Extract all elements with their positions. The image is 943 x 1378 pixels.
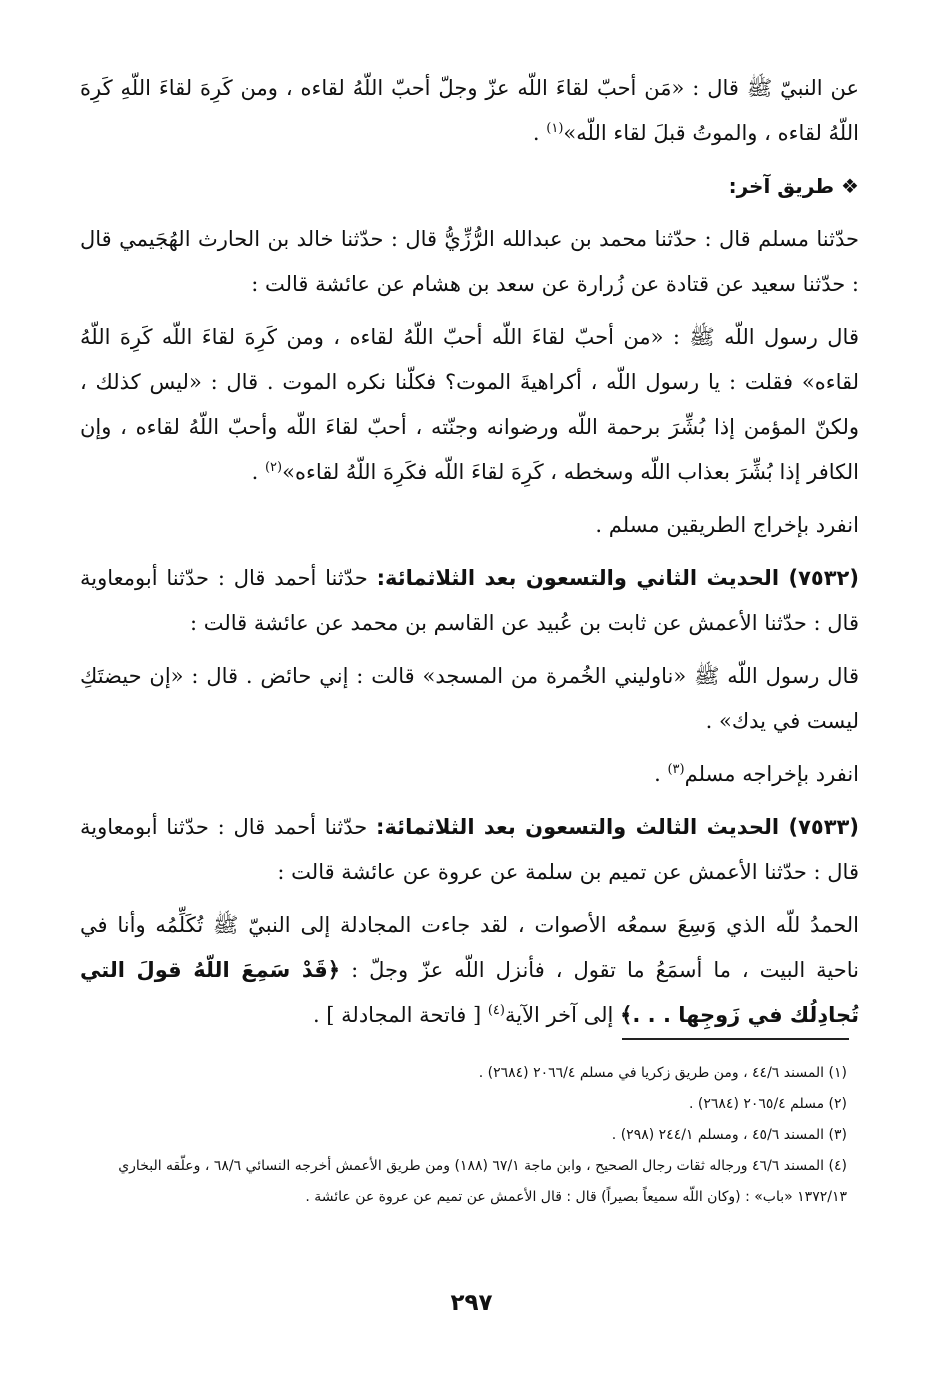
page-number: ٢٩٧	[450, 1290, 493, 1316]
paragraph-6-end: .	[654, 762, 668, 786]
paragraph-4: انفرد بإخراج الطريقين مسلم .	[595, 513, 859, 537]
footnote-ref-2: (٢)	[264, 460, 283, 475]
footnote-1: (١) المسند ٤٤/٦ ، ومن طريق زكريا في مسلم ٢٠٦٦/٤ (٢٦٨٤) .	[478, 1065, 847, 1081]
paragraph-6-text: انفرد بإخراجه مسلم	[684, 762, 859, 786]
hadith-7533-title: (٧٥٣٣) الحديث الثالث والتسعون بعد الثلاثمائة:	[376, 815, 859, 839]
paragraph-6	[80, 752, 859, 797]
footnote-3: (٣) المسند ٤٥/٦ ، ومسلم ٢٤٤/١ (٢٩٨) .	[611, 1127, 847, 1143]
paragraph-2: حدّثنا مسلم قال : حدّثنا محمد بن عبدالله الرُّزِّيُّ قال : حدّثنا خالد بن الحارث الهُجَيمي قال : حدّثنا سعيد عن قتادة عن زُرارة عن سعد بن هشام عن عائشة قالت :	[80, 227, 859, 296]
hadith-7533-chain: حدّثنا أحمد قال : حدّثنا أبومعاوية قال : حدّثنا الأعمش عن تميم بن سلمة عن عروة عن عائشة قالت :	[80, 815, 859, 884]
hadith-7532	[80, 556, 859, 646]
footnote-divider	[622, 1038, 849, 1040]
paragraph-1-text: عن النبيّ ﷺ قال : «مَن أحبّ لقاءَ اللّه عزّ وجلّ أحبّ اللّهُ لقاءه ، ومن كَرِهَ لقاءَ اللّهِ كَرِهَ اللّهُ لقاءه ، والموتُ قبلَ لقاء اللّه»	[80, 76, 859, 145]
paragraph-7-end: [ فاتحة المجادلة ] .	[312, 1003, 488, 1027]
footnote-ref-1: (١)	[546, 121, 564, 136]
section-heading-other-route: ❖ طريق آخر:	[728, 174, 859, 198]
quran-verse: ﴿قَدْ سَمِعَ اللّهُ قولَ التي تُجادِلُك في زَوجِها . . .﴾	[80, 958, 859, 1027]
footnotes	[80, 1058, 847, 1213]
paragraph-7	[80, 903, 859, 1038]
paragraph-3-text: قال رسول اللّه ﷺ : «من أحبّ لقاءَ اللّه أحبّ اللّهُ لقاءه ، ومن كَرِهَ لقاءَ اللّه كَرِهَ اللّهُ لقاءه» فقلت : يا رسول اللّه ، أكراهيةَ الموت؟ فكلّنا نكره الموت . قال : «ليس كذلك ، ولكنّ المؤمن إذا بُشِّرَ برحمة اللّه ورضوانه وجنّته ، أحبّ لقاءَ اللّه وأحبّ اللّهُ لقاءه ، وإن الكافر إذا بُشِّرَ بعذاب اللّه وسخطه ، كَرِهَ لقاءَ اللّه فكَرِهَ اللّهُ لقاءه»	[80, 325, 859, 484]
paragraph-1-end: .	[532, 121, 547, 145]
hadith-7533	[80, 805, 859, 895]
hadith-7532-title: (٧٥٣٢) الحديث الثاني والتسعون بعد الثلاثمائة:	[376, 566, 859, 590]
footnote-2: (٢) مسلم ٢٠٦٥/٤ (٢٦٨٤) .	[688, 1096, 847, 1112]
footnote-4: (٤) المسند ٤٦/٦ ورجاله ثقات رجال الصحيح ، وابن ماجة ٦٧/١ (١٨٨) ومن طريق الأعمش أخرجه النسائي ٦٨/٦ ، وعلّقه البخاري ١٣٧٢/١٣ «باب» : (وكان اللّه سميعاً بصيراً) قال : قال الأعمش عن تميم عن عروة عن عائشة .	[118, 1158, 847, 1205]
paragraph-5: قال رسول اللّه ﷺ «ناوليني الخُمرة من المسجد» قالت : إني حائض . قال : «إن حيضتَكِ ليست في يدك» .	[80, 664, 859, 733]
paragraph-3-end: .	[251, 460, 265, 484]
footnote-ref-4: (٤)	[487, 1003, 505, 1018]
paragraph-7-text: الحمدُ للّه الذي وَسِعَ سمعُه الأصوات ، لقد جاءت المجادلة إلى النبيّ ﷺ تُكَلِّمُه وأنا في ناحية البيت ، ما أسمَعُ ما تقول ، فأنزل اللّه عزّ وجلّ :	[80, 913, 859, 982]
paragraph-1	[80, 66, 859, 156]
hadith-7532-chain: حدّثنا أحمد قال : حدّثنا أبومعاوية قال : حدّثنا الأعمش عن ثابت بن عُبيد عن القاسم بن محمد عن عائشة قالت :	[80, 566, 859, 635]
paragraph-7-continuation: إلى آخر الآية	[504, 1003, 621, 1027]
paragraph-3	[80, 315, 859, 495]
footnote-ref-3: (٣)	[667, 762, 685, 777]
main-text	[80, 66, 859, 1038]
